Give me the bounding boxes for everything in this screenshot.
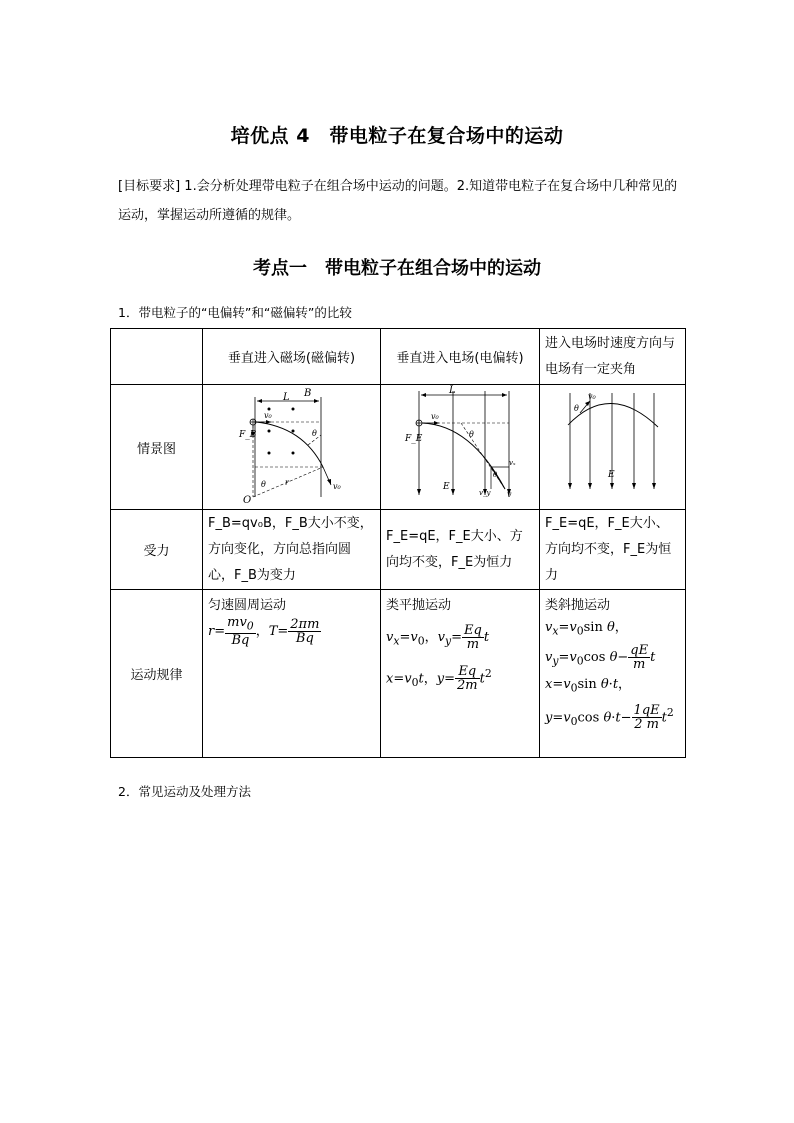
field-lines (419, 391, 509, 495)
row-label-force: 受力 (111, 510, 203, 590)
figure-magnetic-cell (203, 385, 381, 510)
subhead-common-motion: 2．常见运动及处理方法 (118, 784, 251, 799)
row-label-figure: 情景图 (111, 385, 203, 510)
label-B: B (304, 388, 312, 399)
label-v: v (507, 490, 512, 499)
law-oblique-formula-1: $v_x=v_0\sin$ θ，$v_y=v_0\cos$ θ− $\frac{qE}{m}$ t (545, 620, 656, 672)
table-row-law (111, 590, 686, 758)
table-row-figure (111, 385, 686, 510)
law-magnetic-formula: r= $\frac{mv_0}{Bq}$ ，T= $\frac{2\pi m}{Bq}$ (208, 615, 320, 648)
label-L: L (283, 392, 290, 403)
label-O: O (243, 495, 252, 505)
electric-deflection-diagram (381, 385, 540, 505)
section-title: 考点一 带电粒子在组合场中的运动 (253, 258, 541, 279)
table-row-force (111, 510, 686, 590)
table-header-row (111, 329, 686, 385)
label-v0-oblique: v₀ (588, 392, 596, 401)
label-v0-entry: v₀ (264, 411, 272, 420)
law-electric (381, 590, 540, 758)
label-v0-electric: v₀ (431, 412, 439, 421)
goal-paragraph (118, 172, 688, 230)
header-oblique: 进入电场时速度方向与电场有一定夹角 (540, 329, 686, 385)
oblique-entry-diagram (540, 385, 686, 505)
law-oblique (540, 590, 686, 758)
header-electric: 垂直进入电场(电偏转) (381, 329, 540, 385)
law-electric-formula-1: $v_x=v_0$，$v_y=$ $\frac{Eq}{m}$ t (386, 623, 490, 652)
row-label-law: 运动规律 (111, 590, 203, 758)
magnetic-deflection-diagram (203, 385, 381, 505)
figure-electric-cell (381, 385, 540, 510)
label-theta-small: θ (493, 471, 498, 479)
goal-text: 1.会分析处理带电粒子在组合场中运动的问题。2.知道带电粒子在复合场中几种常见的运动，掌握运动所遵循的规律。 (118, 179, 678, 223)
goal-tag: [目标要求] (118, 179, 181, 194)
page-title: 培优点 4 带电粒子在复合场中的运动 (230, 125, 564, 147)
force-electric: F_E=qE，F_E大小、方向均不变，F_E为恒力 (381, 510, 540, 590)
label-v0-exit: v₀ (333, 482, 341, 491)
label-E-electric: E (443, 482, 450, 492)
law-electric-name: 类平抛运动 (386, 598, 452, 613)
label-theta-top: θ (312, 429, 317, 438)
law-oblique-formula-2: $x=v_0\sin$ θ·t，$y=v_0\cos$ θ·t− $\frac{1qE}{2 m}$ $t^2$ (545, 677, 674, 733)
label-theta-center: θ (261, 480, 266, 489)
law-magnetic-name: 匀速圆周运动 (208, 598, 287, 613)
force-oblique: F_E=qE，F_E大小、方向均不变，F_E为恒力 (540, 510, 686, 590)
force-magnetic: F_B=qv₀B，F_B大小不变，方向变化，方向总指向圆心，F_B为变力 (203, 510, 381, 590)
label-theta-oblique: θ (574, 404, 579, 413)
label-FB: F_B (239, 430, 257, 440)
law-magnetic (203, 590, 381, 758)
law-electric-formula-2: $x=v_0t$，y= $\frac{Eq}{2m}$ $t^2$ (386, 663, 492, 693)
figure-oblique-cell (540, 385, 686, 510)
header-empty (111, 329, 203, 385)
label-vx: vₓ (509, 459, 516, 467)
label-FE: F_E (405, 434, 423, 444)
header-magnetic: 垂直进入磁场(磁偏转) (203, 329, 381, 385)
subhead-comparison: 1．带电粒子的“电偏转”和“磁偏转”的比较 (118, 305, 352, 320)
comparison-table (110, 328, 686, 758)
label-L-electric: L (449, 385, 456, 396)
label-theta-electric: θ (469, 430, 474, 439)
label-r: r (285, 478, 289, 487)
law-oblique-name: 类斜抛运动 (545, 598, 611, 613)
label-E-oblique: E (608, 470, 615, 480)
label-vy: v_y (479, 489, 491, 497)
